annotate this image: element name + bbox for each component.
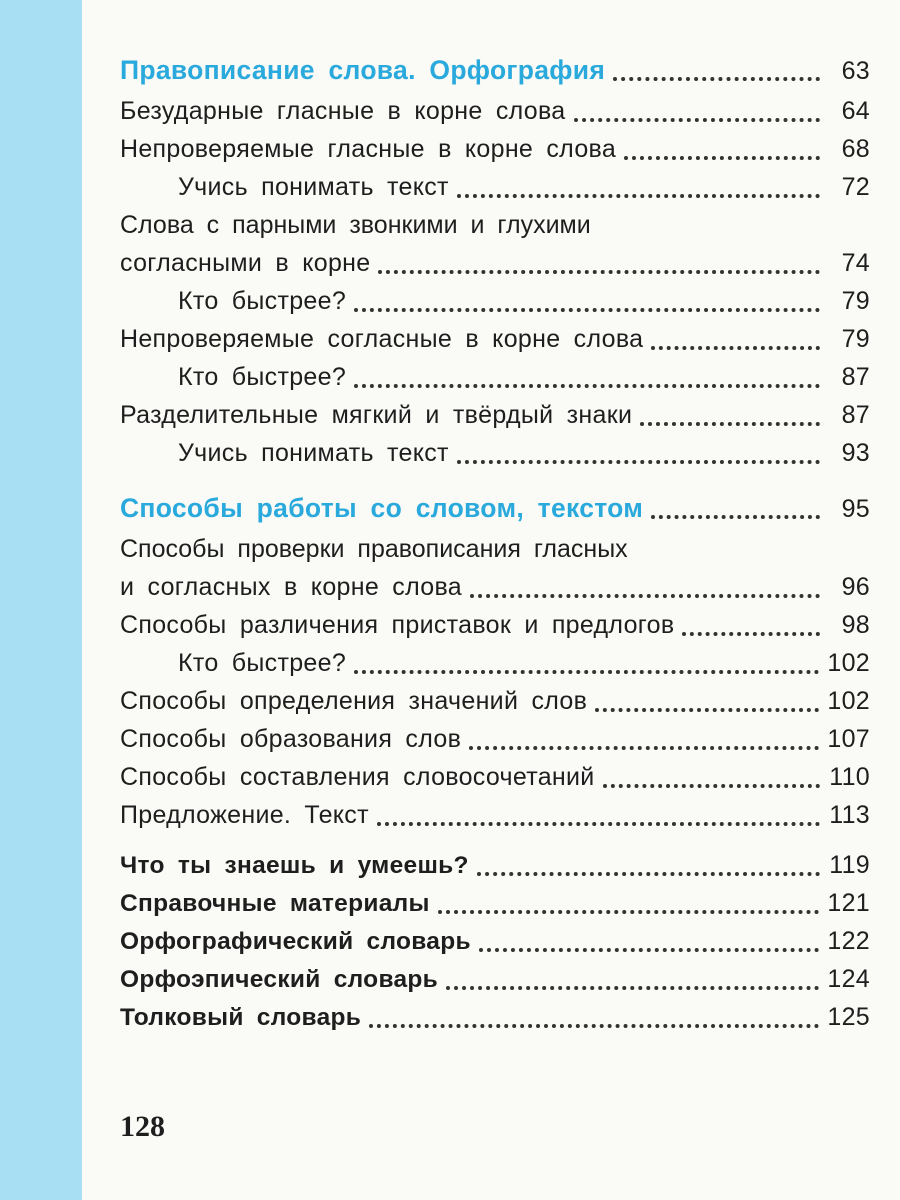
dot-leader [438, 900, 820, 914]
toc-entry[interactable] [120, 568, 870, 606]
toc-page-number: 96 [841, 573, 870, 601]
toc-entry[interactable] [120, 168, 870, 206]
toc-page-number: 87 [841, 401, 870, 429]
toc-section-title: Правописание слова. Орфография [120, 55, 606, 85]
page-number: 128 [120, 1110, 165, 1143]
toc-entry[interactable] [120, 884, 870, 922]
toc-page-number: 68 [841, 135, 870, 163]
toc-entry-title: Способы различения приставок и предлогов [120, 611, 675, 639]
toc-entry-title: Орфографический словарь [120, 928, 471, 955]
dot-leader [574, 108, 820, 122]
toc-page-number: 125 [827, 1003, 870, 1031]
toc-entry-title: Учись понимать текст [178, 439, 449, 467]
toc-entry-title: Способы образования слов [120, 725, 462, 753]
toc-entry[interactable] [120, 796, 870, 834]
toc-page-number: 110 [829, 763, 870, 791]
toc-section-heading[interactable] [120, 48, 870, 92]
dot-leader [640, 412, 820, 426]
toc-page-number: 121 [827, 889, 870, 917]
dot-leader [479, 938, 820, 952]
toc-page-number: 95 [841, 495, 870, 523]
toc-entry[interactable] [120, 92, 870, 130]
toc-entry-title: Кто быстрее? [178, 363, 347, 391]
toc-entry[interactable] [120, 606, 870, 644]
toc-entry-title: Разделительные мягкий и твёрдый знаки [120, 401, 633, 429]
toc-entry[interactable] [120, 396, 870, 434]
dot-leader [354, 660, 819, 674]
dot-leader [354, 374, 820, 388]
dot-leader [651, 336, 820, 350]
dot-leader [595, 698, 819, 712]
toc-entry-first-line[interactable]: Способы проверки правописания гласных [120, 535, 628, 563]
dot-leader [651, 505, 820, 519]
toc-page-number: 93 [841, 439, 870, 467]
toc-section-title: Способы работы со словом, текстом [120, 493, 644, 523]
toc-entry[interactable] [120, 320, 870, 358]
toc-entry[interactable] [120, 282, 870, 320]
toc-page-number: 74 [841, 249, 870, 277]
toc-entry[interactable] [120, 998, 870, 1036]
toc-entry-title: Орфоэпический словарь [120, 966, 439, 993]
toc-page-number: 63 [841, 57, 870, 85]
toc-page-number: 79 [841, 287, 870, 315]
toc-entry-title: Что ты знаешь и умеешь? [120, 852, 469, 879]
toc-entry[interactable] [120, 682, 870, 720]
dot-leader [470, 584, 820, 598]
dot-leader [613, 67, 820, 81]
dot-leader [682, 622, 820, 636]
toc-entry-title: Кто быстрее? [178, 649, 347, 677]
toc-entry[interactable] [120, 130, 870, 168]
toc-page-number: 113 [829, 801, 870, 829]
toc-entry-title: Непроверяемые согласные в корне слова [120, 325, 644, 353]
toc-entry-first-line[interactable]: Слова с парными звонкими и глухими [120, 211, 591, 239]
dot-leader [457, 450, 820, 464]
toc-entry[interactable] [120, 846, 870, 884]
dot-leader [477, 862, 820, 876]
toc-page-number: 102 [827, 649, 870, 677]
toc-entry[interactable] [120, 358, 870, 396]
toc-entry-title: Способы составления словосочетаний [120, 763, 595, 791]
toc-entry-title: Непроверяемые гласные в корне слова [120, 135, 617, 163]
toc-entry-title: Безударные гласные в корне слова [120, 97, 566, 125]
dot-leader [354, 298, 820, 312]
toc-page-number: 72 [841, 173, 870, 201]
toc-page-number: 107 [827, 725, 870, 753]
toc-entry[interactable] [120, 758, 870, 796]
toc-page-number: 79 [841, 325, 870, 353]
toc-entry-title: Толковый словарь [120, 1004, 362, 1031]
table-of-contents [120, 48, 870, 1036]
toc-page-number: 64 [841, 97, 870, 125]
dot-leader [457, 184, 820, 198]
toc-page-number: 87 [841, 363, 870, 391]
book-spine-edge [0, 0, 82, 1200]
dot-leader [469, 736, 819, 750]
toc-entry[interactable] [120, 960, 870, 998]
toc-page-number: 98 [841, 611, 870, 639]
toc-page-number: 119 [829, 851, 870, 879]
toc-entry-title: и согласных в корне слова [120, 573, 462, 601]
toc-entry-title: Предложение. Текст [120, 801, 369, 829]
toc-page-number: 124 [827, 965, 870, 993]
toc-entry[interactable] [120, 644, 870, 682]
dot-leader [369, 1014, 819, 1028]
dot-leader [446, 976, 819, 990]
toc-entry-title: Способы определения значений слов [120, 687, 588, 715]
dot-leader [624, 146, 820, 160]
toc-entry[interactable] [120, 244, 870, 282]
dot-leader [603, 774, 820, 788]
toc-entry[interactable] [120, 434, 870, 472]
toc-page-number: 102 [827, 687, 870, 715]
toc-entry[interactable] [120, 720, 870, 758]
dot-leader [378, 260, 820, 274]
toc-entry-title: Учись понимать текст [178, 173, 449, 201]
toc-entry[interactable] [120, 922, 870, 960]
toc-entry-title: согласными в корне [120, 249, 371, 277]
toc-entry-title: Кто быстрее? [178, 287, 347, 315]
toc-page-number: 122 [827, 927, 870, 955]
toc-entry-title: Справочные материалы [120, 890, 430, 917]
dot-leader [377, 812, 820, 826]
toc-section-heading[interactable] [120, 486, 870, 530]
